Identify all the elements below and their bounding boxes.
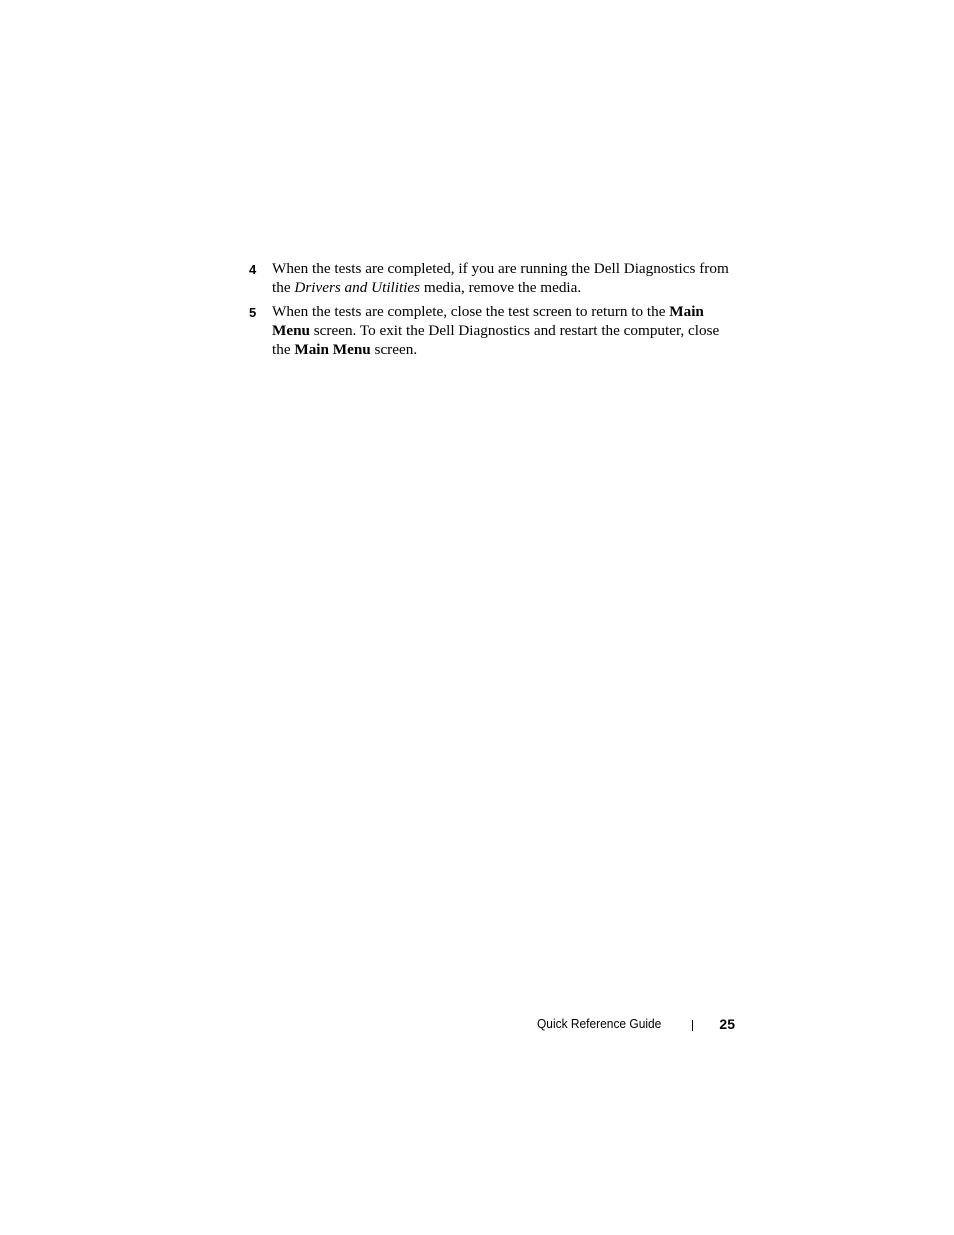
page-footer xyxy=(537,1014,735,1034)
step-text-part: screen. xyxy=(370,341,418,358)
step-text-part: screen. To exit the Dell Diagnostics and restart the computer, close the xyxy=(272,322,720,358)
step-item-5 xyxy=(249,302,739,359)
main-menu-term: Main Menu xyxy=(272,303,704,339)
step-number: 4 xyxy=(249,262,257,277)
step-text xyxy=(272,302,739,359)
step-text-part: When the tests are completed, if you are running the Dell Diagnostics from the xyxy=(272,260,729,296)
step-item-4 xyxy=(249,259,739,297)
footer-title: Quick Reference Guide xyxy=(537,1016,662,1031)
main-menu-term: Main Menu xyxy=(294,341,371,358)
step-number: 5 xyxy=(249,305,257,320)
page-number: 25 xyxy=(719,1016,735,1032)
footer-separator xyxy=(692,1020,693,1031)
step-list xyxy=(249,259,739,364)
media-name: Drivers and Utilities xyxy=(294,279,421,296)
step-text-part: media, remove the media. xyxy=(420,279,582,296)
step-text-part: When the tests are complete, close the test screen to return to the xyxy=(272,303,670,320)
step-text xyxy=(272,259,739,297)
